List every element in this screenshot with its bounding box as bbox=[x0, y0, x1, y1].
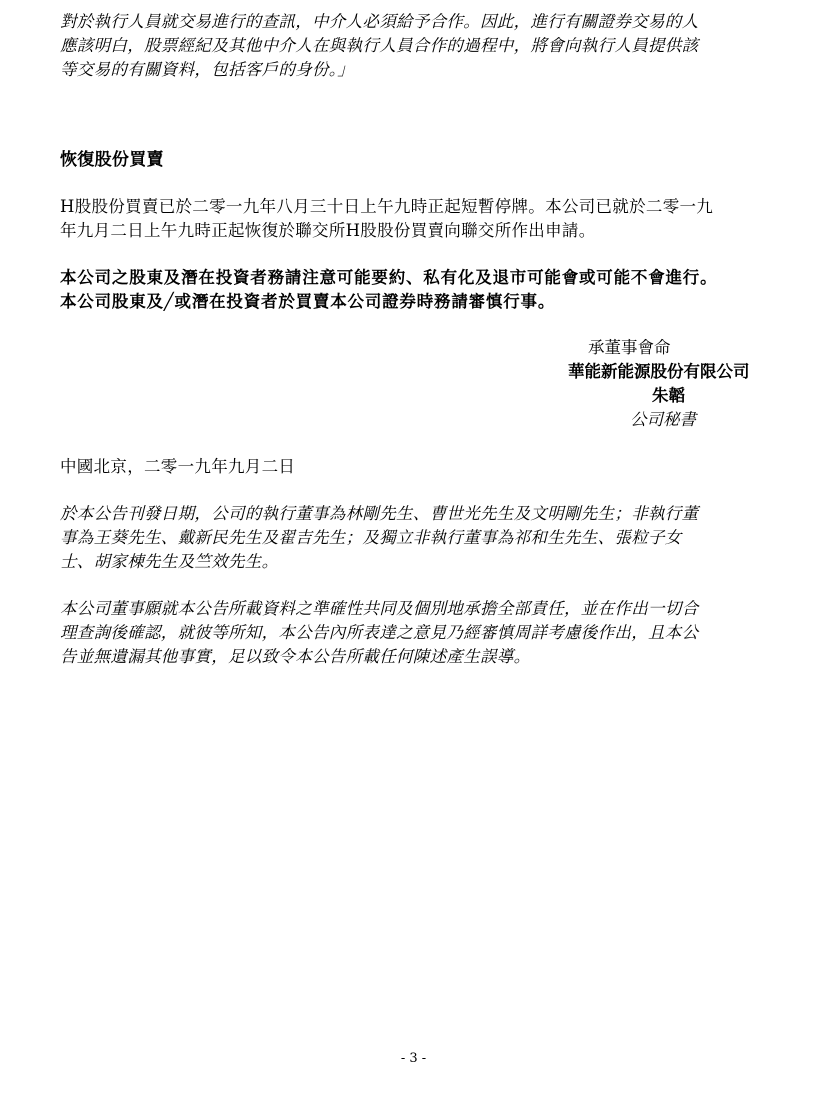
resumption-paragraph bbox=[60, 195, 772, 243]
paragraph-line: 本公司之股東及潛在投資者務請注意可能要約、私有化及退市可能會或可能不會進行。 bbox=[60, 268, 718, 287]
paragraph-line: 等交易的有關資料，包括客戶的身份。」 bbox=[60, 60, 355, 79]
section-heading: 恢復股份買賣 bbox=[60, 150, 164, 170]
warning-paragraph bbox=[60, 266, 772, 314]
signature-name: 朱韜 bbox=[652, 386, 685, 405]
paragraph-line: H股股份買賣已於二零一九年八月三十日上午九時正起短暫停牌。本公司已就於二零一九 bbox=[60, 197, 714, 216]
paragraph-line: 本公司股東及╱或潛在投資者於買賣本公司證券時務請審慎行事。 bbox=[60, 292, 556, 311]
paragraph-line: 年九月二日上午九時正起恢復於聯交所H股股份買賣向聯交所作出申請。 bbox=[60, 221, 596, 240]
responsibility-paragraph bbox=[60, 597, 772, 669]
paragraph-line: 告並無遺漏其他事實，足以致令本公告所載任何陳述產生誤導。 bbox=[60, 647, 531, 666]
signature-by-order: 承董事會命 bbox=[588, 338, 671, 357]
paragraph-line: 士、胡家棟先生及竺效先生。 bbox=[60, 552, 279, 571]
quoted-paragraph bbox=[60, 10, 772, 82]
signature-title: 公司秘書 bbox=[630, 410, 696, 429]
signature-company: 華能新能源股份有限公司 bbox=[568, 362, 750, 381]
paragraph-line: 事為王葵先生、戴新民先生及翟吉先生；及獨立非執行董事為祁和生先生、張粒子女 bbox=[60, 528, 682, 547]
paragraph-line: 於本公告刊發日期，公司的執行董事為林剛先生、曹世光先生及文明剛先生；非執行董 bbox=[60, 504, 699, 523]
paragraph-line: 對於執行人員就交易進行的查訊，中介人必須給予合作。因此，進行有關證券交易的人 bbox=[60, 12, 699, 31]
paragraph-line: 本公司董事願就本公告所載資料之準確性共同及個別地承擔全部責任，並在作出一切合 bbox=[60, 599, 699, 618]
date-line: 中國北京，二零一九年九月二日 bbox=[60, 457, 296, 476]
page-number: - 3 - bbox=[400, 1051, 427, 1066]
paragraph-line: 應該明白，股票經紀及其他中介人在與執行人員合作的過程中，將會向執行人員提供該 bbox=[60, 36, 699, 55]
paragraph-line: 理查詢後確認，就彼等所知，本公告內所表達之意見乃經審慎周詳考慮後作出，且本公 bbox=[60, 623, 699, 642]
directors-paragraph bbox=[60, 502, 772, 574]
